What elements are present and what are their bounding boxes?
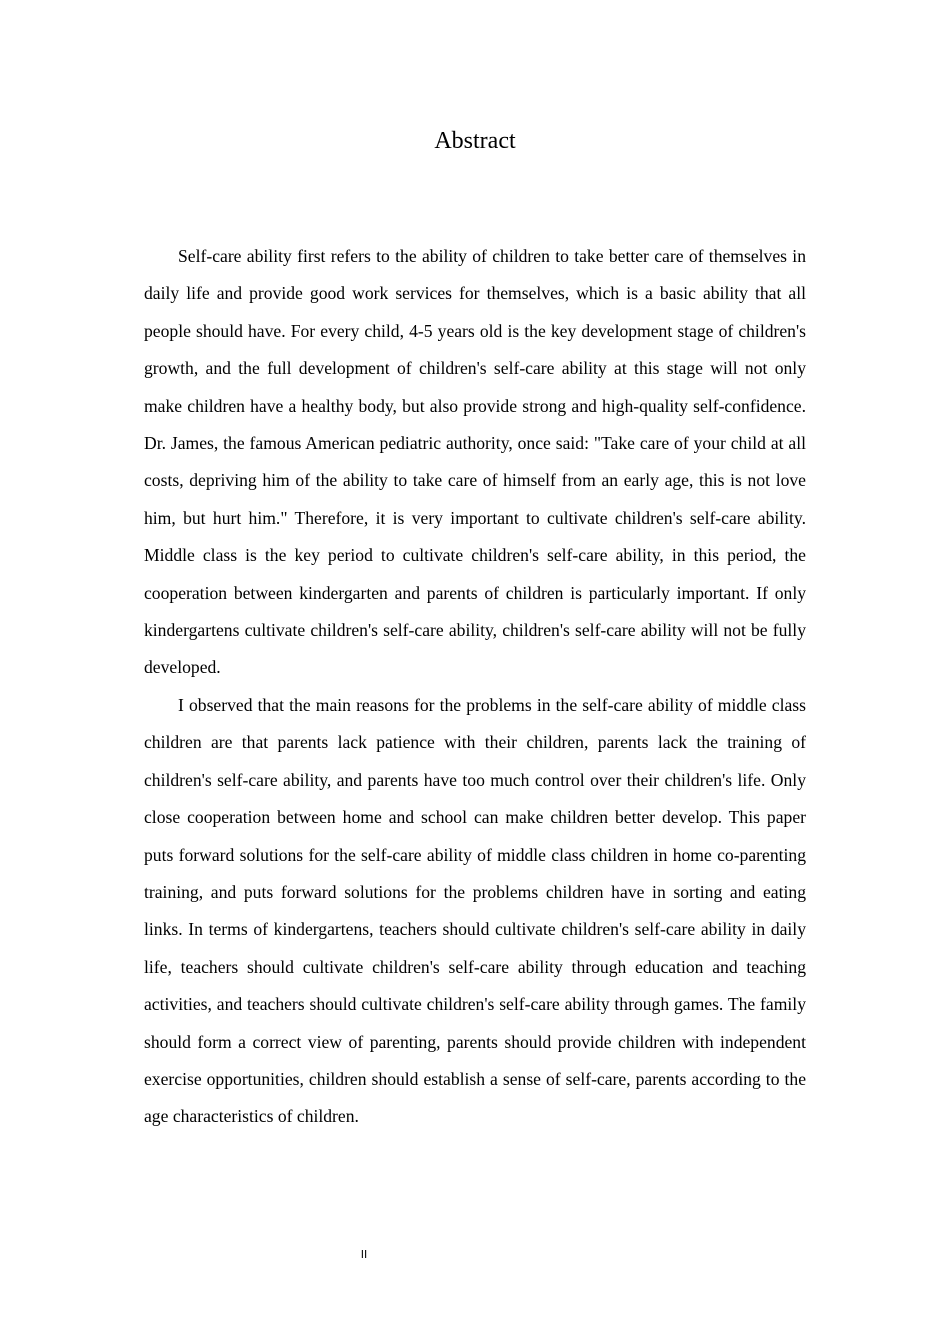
page-title: Abstract [434, 128, 516, 154]
abstract-paragraph-2: I observed that the main reasons for the problems in the self-care ability of middle class children are that parents lack patience with their children, parents lack the training of children's self-care ability, and parents have too much control over their children's life. Only close cooperation between home and school can make children better develop. This paper puts forward solutions for the self-care ability of middle class children in home co-parenting training, and puts forward solutions for the problems children have in sorting and eating links. In terms of kindergartens, teachers should cultivate children's self-care ability in daily life, teachers should cultivate children's self-care ability through education and teaching activities, and teachers should cultivate children's self-care ability through games. The family should form a correct view of parenting, parents should provide children with independent exercise opportunities, children should establish a sense of self-care, parents according to the age characteristics of children. [144, 694, 806, 1127]
abstract-paragraph-1: Self-care ability first refers to the ability of children to take better care of themselves in daily life and provide good work services for themselves, which is a basic ability that all people should have. For every child, 4-5 years old is the key development stage of children's growth, and the full development of children's self-care ability at this stage will not only make children have a healthy body, but also provide strong and high-quality self-confidence. Dr. James, the famous American pediatric authority, once said: "Take care of your child at all costs, depriving him of the ability to take care of himself from an early age, this is not love him, but hurt him." Therefore, it is very important to cultivate children's self-care ability. Middle class is the key period to cultivate children's self-care ability, in this period, the cooperation between kindergarten and parents of children is particularly important. If only kindergartens cultivate children's self-care ability, children's self-care ability will not be fully developed. [144, 246, 806, 678]
abstract-body [144, 238, 806, 1136]
page-number: II [360, 1248, 368, 1261]
